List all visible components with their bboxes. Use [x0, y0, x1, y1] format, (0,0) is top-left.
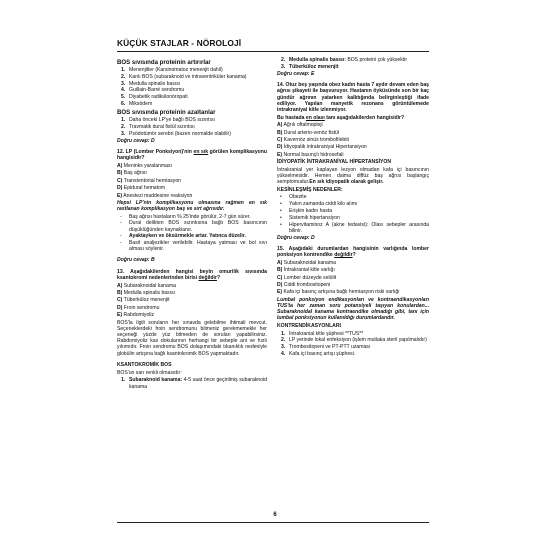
- answer-4: Doğru cevap: D: [277, 234, 315, 241]
- option-text: İdiyopatik intrakraniyal Hipertansiyon: [283, 144, 367, 151]
- option-item: [277, 122, 429, 128]
- item-number: 3.: [121, 130, 126, 137]
- option-text: Lomber düzeyde selülit: [283, 274, 337, 281]
- item-text: İntrakranial kitle şüphesi **TUS**: [289, 330, 364, 337]
- option-item: [117, 297, 267, 303]
- list-item: [277, 64, 429, 70]
- option-text: Kafa içi basınç artışına bağlı herniasyon riski varlığı: [283, 289, 400, 296]
- bullet-text: Erişkin kadın hasta: [289, 207, 333, 214]
- option-item: [277, 137, 429, 143]
- option-item: [277, 260, 429, 266]
- option-text: Ciddi trombositopeni: [283, 282, 331, 289]
- q13-options: [117, 283, 267, 319]
- option-item: [277, 144, 429, 150]
- item-text: [289, 64, 429, 70]
- option-text: Epidural hematom: [123, 185, 166, 192]
- option-text: Baş ağrısı: [123, 170, 147, 177]
- ksanto-intro: BOS'un sarı renkli olmasıdır:: [117, 369, 182, 376]
- q12-options: [117, 163, 267, 199]
- option-letter: B): [117, 170, 123, 177]
- option-letter: E): [277, 151, 283, 158]
- bullet-dot: -: [120, 240, 122, 247]
- list-item: [277, 331, 429, 337]
- header-rule: [117, 51, 429, 52]
- option-letter: C): [117, 177, 123, 184]
- list-item: [117, 87, 267, 93]
- risk-title: KESİNLEŞMİŞ NEDENLER:: [277, 186, 343, 193]
- option-letter: D): [277, 282, 283, 289]
- option-item: [277, 282, 429, 288]
- option-item: [277, 267, 429, 273]
- option-letter: C): [277, 274, 283, 281]
- option-letter: C): [117, 297, 123, 304]
- q15-note: Lumbal ponksiyon endikasyonları ve kontraendikasyonları TUS'ta her zaman soru potansiyeli taşıyan konulardan... Subaraknoidal kanama kontraendike olmadığı gibi, tanı için lumbal ponksiyonun kullanıldığı durumlardandır.: [277, 296, 429, 322]
- question-15: 15. Aşağıdaki durumlardan hangisinin varlığında lomber ponksiyon kontrendike değildir?: [277, 246, 429, 259]
- kontra-title: KONTRENDİKASYONLARI: [277, 323, 341, 330]
- option-text: Froin sendromu: [123, 304, 160, 311]
- item-number: 2.: [121, 123, 126, 130]
- footer-rule: [117, 522, 429, 523]
- question-14: 14. Otuz beş yaşında obez kadın hasta 7 aydır devam eden baş ağrısı şikayeti ile başvuruyor. Hastanın öyküsünde son bir kaç gündür ağrının yatarken kalktığında belirginleştiği ifade ediliyor. Yapılan manyetik rezonans görüntülemede intrakraniyal kitle izlenmiyor.: [277, 82, 429, 113]
- option-item: [117, 305, 267, 311]
- option-item: [117, 283, 267, 289]
- item-text: Guillain-Barré sendromu: [129, 87, 185, 94]
- option-text: Ağrılı oftalmopleji: [283, 122, 323, 129]
- bos-low-list: [117, 117, 267, 137]
- option-text: Subaraknoidal kanama: [123, 282, 176, 289]
- item-number: 4.: [121, 87, 126, 94]
- item-text: [289, 57, 429, 63]
- q14-question: Bu hastada en olası tanı aşağıdakilerden hangisidir?: [277, 114, 405, 121]
- list-item: [117, 131, 267, 137]
- item-number: 3.: [281, 344, 286, 351]
- option-letter: B): [117, 290, 123, 297]
- bullet-text: Basit analjezikler verilebilir. Hastaya yatması ve bol sıvı alması söylenir.: [129, 240, 267, 253]
- option-letter: E): [117, 192, 123, 199]
- item-text: Diyabetik radikülonöropati: [129, 94, 188, 101]
- item-label: Medulla spinalis basısı:: [289, 57, 346, 63]
- ksanto-continued-list: [277, 57, 429, 70]
- list-item: [117, 117, 267, 123]
- option-letter: A): [277, 259, 283, 266]
- option-text: Dural arterio-venöz fistül: [283, 129, 339, 136]
- list-item: [277, 337, 429, 343]
- item-number: 1.: [121, 117, 126, 124]
- option-item: [117, 193, 267, 199]
- left-column: [117, 57, 267, 390]
- item-number: 1.: [121, 66, 126, 73]
- list-item: [117, 67, 267, 73]
- option-letter: E): [117, 312, 123, 319]
- bullet-text: Dural delikten BOS sızıntısına bağlı BOS basıncının düşüklüğünden kaynaklanır.: [129, 220, 267, 233]
- option-text: Kavernöz sinüs trombofilebiti: [283, 136, 349, 143]
- list-item: [117, 124, 267, 130]
- option-letter: D): [277, 144, 283, 151]
- bos-high-title: BOS sıvısında proteinin artırırlar: [117, 58, 211, 66]
- list-item: [277, 351, 429, 357]
- q15-options: [277, 260, 429, 296]
- item-text: Kanlı BOS (subaraknoid ve intraventriküler kanama): [129, 73, 247, 80]
- bullet-text: Yakın zamanda ciddi kilo alımı: [289, 201, 358, 208]
- item-number: 3.: [281, 63, 286, 70]
- q13-paragraph: BOS'la ilgili soruların her sınavda gelebilme ihtimali mevcut. Seçeneklerdeki froin sendromunu bilmeniz gerekmemekle her seçeneği yüzde yüz bilmeden de soruları yapabilirsiniz. Rabdomiyoliz kas dokularının herhangi bir sebeple ani ve hızlı yıkımıdır. Froin sendromu BOS dolaşımındaki tıkanıklık nedeniyle globülin artışına bağlı ksantokromik BOS yapmaktadır.: [117, 319, 267, 357]
- option-text: Subaraknoidal kanama: [283, 259, 336, 266]
- ksanto-item-1: 1. Subaraknoid kanama: 4-5 saat önce geçirilmiş subaraknoid kanama: [121, 377, 268, 390]
- bullet-dot: •: [280, 194, 282, 201]
- bullet-dot: •: [280, 207, 282, 214]
- option-letter: D): [117, 185, 123, 192]
- option-letter: C): [277, 136, 283, 143]
- option-text: Normal basınçlı hidrosefali: [283, 151, 344, 158]
- option-text: İntrakranial kitle varlığı: [283, 267, 335, 274]
- list-item: [117, 101, 267, 107]
- iih-title: İDİYOPATİK İNTRAKRANİYAL HİPERTANSİYON: [277, 159, 392, 166]
- option-item: [277, 289, 429, 295]
- bullet-text: Ayaktayken ve öksürmekle artar. Yatınca düzelir.: [129, 233, 246, 240]
- item-number: 2.: [121, 73, 126, 80]
- right-column: [277, 57, 429, 358]
- item-number: 3.: [121, 80, 126, 87]
- answer-2: Doğru cevap: B: [117, 257, 155, 264]
- item-text: LP yerinde lokal enfeksiyon (işlem mutlaka steril yapılmalıdır): [289, 337, 427, 344]
- item-number: 6.: [121, 100, 126, 107]
- q12-bullets: [117, 214, 267, 253]
- bos-low-title: BOS sıvısında proteinin azaltanlar: [117, 108, 216, 116]
- page-number: 6: [273, 512, 277, 518]
- answer-1: Doğru cevap: D: [117, 137, 155, 144]
- bullet-item: [117, 214, 267, 220]
- option-item: [277, 130, 429, 136]
- option-item: [277, 152, 429, 158]
- option-item: [117, 163, 267, 169]
- question-13: 13. Aşağıdakilerden hangisi beyin omurilik sıvısında ksantokromi nedenlerinden birisi değildir?: [117, 268, 267, 282]
- option-text: Tüberküloz menenjit: [123, 297, 170, 304]
- option-item: [117, 290, 267, 296]
- item-text: Travmatik dural fistül sızıntısı: [129, 123, 195, 130]
- option-item: [117, 312, 267, 318]
- bullet-item: [117, 233, 267, 239]
- option-letter: D): [117, 304, 123, 311]
- item-number: 5.: [121, 94, 126, 101]
- iih-paragraph: İntrakranial yer kaplayan lezyon olmadan kafa içi basıncının yükselmesidir. Hemen daima diffüz baş ağrısı başlangıç semptomudur.En sık idiyopatik olarak gelişir.: [277, 166, 429, 186]
- item-text: Menenjitler (Karsinomatoz menenjit dahil): [129, 66, 223, 73]
- bullet-item: [277, 201, 429, 207]
- item-text: Psödotümör serebri (bazen normalde olabilir): [129, 130, 231, 137]
- list-item: [117, 81, 267, 87]
- option-letter: B): [277, 129, 283, 136]
- risk-list: [277, 194, 429, 234]
- bullet-item: [117, 240, 267, 252]
- q14-options: [277, 122, 429, 158]
- item-number: 2.: [281, 337, 286, 344]
- option-item: [277, 275, 429, 281]
- bullet-dot: •: [280, 221, 282, 228]
- kontra-list: [277, 331, 429, 358]
- bullet-item: [277, 208, 429, 214]
- bullet-text: Obezite: [289, 194, 307, 201]
- option-text: Medulla spinalis basısı: [123, 290, 176, 297]
- header-title: KÜÇÜK STAJLAR - NÖROLOJİ: [117, 38, 242, 48]
- option-item: [117, 185, 267, 191]
- item-label: Tüberküloz menenjit: [289, 63, 339, 70]
- option-text: Anestezi maddesine reaksiyon: [123, 192, 193, 199]
- list-item: [277, 344, 429, 350]
- item-text: Trombositopeni ve PT-PTT uzaması: [289, 344, 371, 351]
- option-text: Rabdomiyoliz: [123, 312, 155, 319]
- bullet-text: Hipervitaminoz A (akne tedavisi): Olası sebepler arasında bilinir.: [289, 221, 429, 234]
- q12-note: Hepsi LP'nin komplikasyonu olmasına rağmen en sık rastlanan komplikasyon baş ve sırt ağrısıdır.: [117, 199, 267, 213]
- bullet-text: Sistemik hipertansiyon: [289, 214, 340, 221]
- item-text: Daha önceki LP'ye bağlı BOS sızıntısı: [129, 117, 215, 124]
- question-12: 12. LP (Lomber Ponksiyon)'nin en sık görülen komplikasyonu hangisidir?: [117, 149, 267, 162]
- item-rest: BOS proteini çok yüksektir: [345, 57, 408, 63]
- bullet-item: [277, 215, 429, 221]
- list-item: [277, 57, 429, 63]
- page-header: [117, 38, 429, 52]
- option-letter: B): [277, 267, 283, 274]
- bos-high-list: [117, 67, 267, 107]
- item-number: 4.: [281, 351, 286, 358]
- bullet-text: Baş ağrısı hastaların % 25'inde görülür, 2-7 gün sürer.: [129, 213, 251, 220]
- item-text: Kafa içi basınç artışı şüphesi.: [289, 351, 356, 358]
- bullet-dot: -: [120, 213, 122, 220]
- list-item: [117, 74, 267, 80]
- bullet-dot: •: [280, 201, 282, 208]
- bullet-item: [277, 194, 429, 200]
- bullet-item: [117, 220, 267, 232]
- bullet-dot: •: [280, 214, 282, 221]
- bullet-dot: -: [120, 220, 122, 227]
- bullet-dot: -: [120, 233, 122, 240]
- ksanto-title: KSANTOKROMİK BOS: [117, 362, 172, 369]
- option-letter: A): [117, 282, 123, 289]
- option-letter: E): [277, 289, 283, 296]
- option-item: [117, 178, 267, 184]
- option-text: Meninks yaralanması: [123, 162, 172, 169]
- item-text: Medulla spinalis basısı: [129, 80, 181, 87]
- option-item: [117, 170, 267, 176]
- option-text: Transtentorial herniasyon: [123, 177, 181, 184]
- item-number: 2.: [281, 57, 286, 63]
- bullet-item: [277, 222, 429, 234]
- option-letter: A): [277, 122, 283, 129]
- item-number: 1.: [281, 330, 286, 337]
- option-letter: A): [117, 162, 123, 169]
- item-text: Miksödem: [129, 100, 153, 107]
- list-item: [117, 94, 267, 100]
- answer-3: Doğru cevap: E: [277, 70, 315, 77]
